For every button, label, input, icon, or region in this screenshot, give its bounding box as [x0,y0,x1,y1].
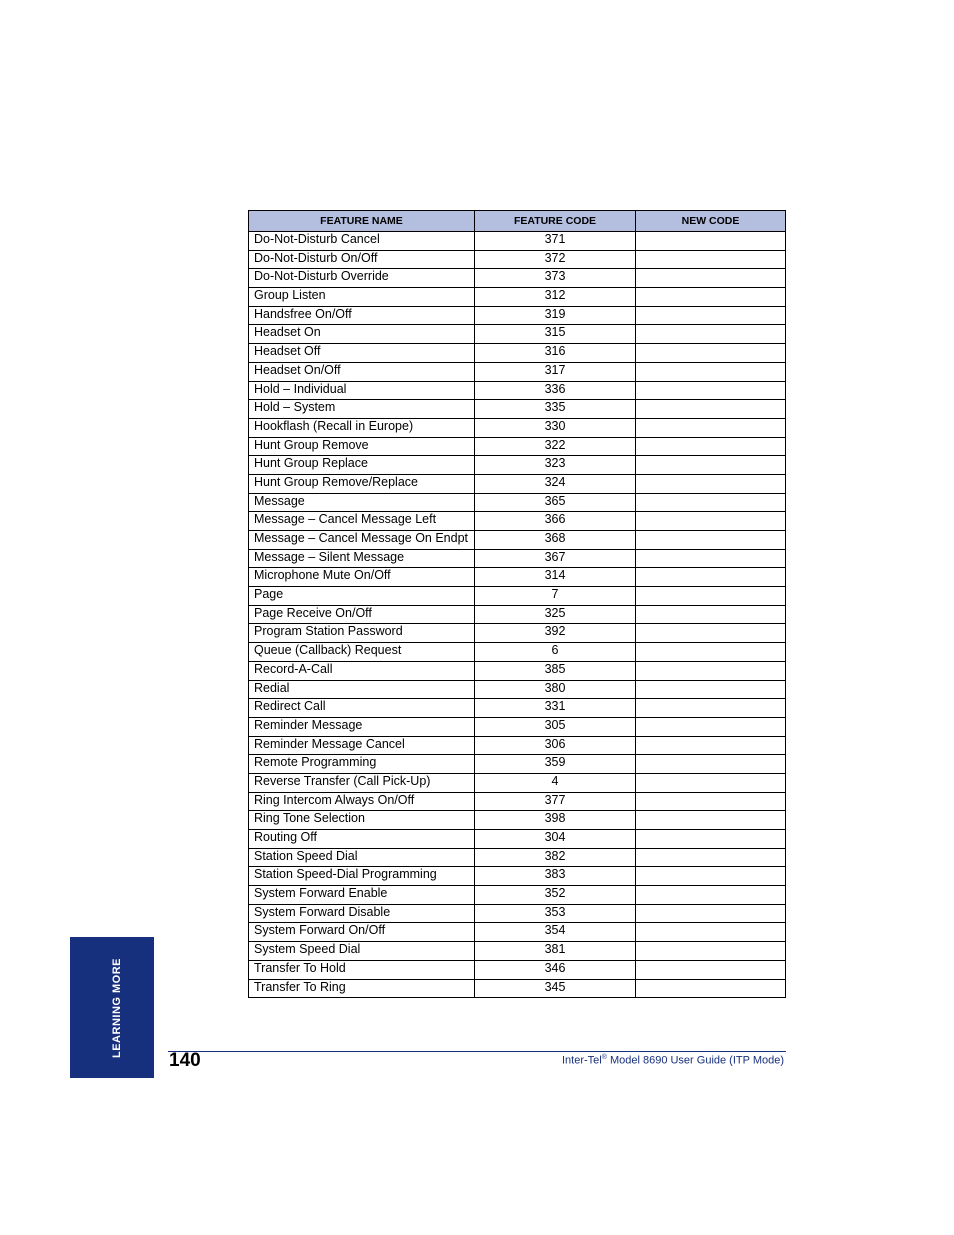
feature-code-cell: 346 [475,960,636,979]
feature-name-cell: Do-Not-Disturb Cancel [249,232,475,251]
table-row [249,736,786,755]
table-row [249,960,786,979]
feature-code-cell: 305 [475,717,636,736]
feature-code-cell: 365 [475,493,636,512]
feature-name-cell: Page Receive On/Off [249,605,475,624]
table-row [249,605,786,624]
table-row [249,942,786,961]
new-code-cell [636,755,786,774]
new-code-cell [636,680,786,699]
table-row [249,923,786,942]
feature-code-table [248,210,786,998]
feature-code-cell: 377 [475,792,636,811]
table-row [249,643,786,662]
new-code-cell [636,942,786,961]
new-code-cell [636,960,786,979]
feature-name-cell: Program Station Password [249,624,475,643]
feature-code-cell: 382 [475,848,636,867]
feature-code-cell: 323 [475,456,636,475]
table-row [249,362,786,381]
table-row [249,474,786,493]
feature-name-cell: Headset On/Off [249,362,475,381]
new-code-cell [636,362,786,381]
feature-name-cell: Routing Off [249,830,475,849]
feature-name-cell: Station Speed Dial [249,848,475,867]
new-code-cell [636,605,786,624]
feature-name-cell: Hunt Group Replace [249,456,475,475]
footer-brand: Inter-Tel [561,1054,602,1067]
column-header-feature-name: FEATURE NAME [249,211,475,232]
table-row [249,717,786,736]
feature-name-cell: Hookflash (Recall in Europe) [249,418,475,437]
feature-code-cell: 315 [475,325,636,344]
table-row [249,568,786,587]
feature-code-cell: 353 [475,904,636,923]
feature-name-cell: Message [249,493,475,512]
feature-code-cell: 354 [475,923,636,942]
table-header-row [249,211,786,232]
new-code-cell [636,979,786,998]
feature-name-cell: Do-Not-Disturb On/Off [249,250,475,269]
feature-name-cell: Message – Cancel Message Left [249,512,475,531]
table-row [249,381,786,400]
feature-name-cell: Reminder Message [249,717,475,736]
table-row [249,437,786,456]
new-code-cell [636,587,786,606]
feature-code-cell: 352 [475,886,636,905]
feature-code-cell: 373 [475,269,636,288]
table-row [249,699,786,718]
feature-name-cell: Redial [249,680,475,699]
feature-name-cell: Transfer To Hold [249,960,475,979]
new-code-cell [636,437,786,456]
feature-name-cell: Do-Not-Disturb Override [249,269,475,288]
table-row [249,269,786,288]
feature-name-cell: Redirect Call [249,699,475,718]
feature-name-cell: Page [249,587,475,606]
new-code-cell [636,512,786,531]
feature-name-cell: Remote Programming [249,755,475,774]
feature-code-cell: 336 [475,381,636,400]
feature-code-cell: 331 [475,699,636,718]
feature-name-cell: Handsfree On/Off [249,306,475,325]
feature-code-cell: 385 [475,661,636,680]
new-code-cell [636,736,786,755]
feature-code-cell: 380 [475,680,636,699]
feature-name-cell: Ring Tone Selection [249,811,475,830]
feature-code-cell: 316 [475,344,636,363]
feature-code-cell: 324 [475,474,636,493]
table-row [249,250,786,269]
feature-code-cell: 306 [475,736,636,755]
new-code-cell [636,923,786,942]
table-body [249,232,786,998]
new-code-cell [636,456,786,475]
table-row [249,867,786,886]
feature-code-cell: 381 [475,942,636,961]
table-row [249,811,786,830]
footer-guide-title [562,1054,784,1067]
table-row [249,549,786,568]
table-row [249,624,786,643]
new-code-cell [636,474,786,493]
new-code-cell [636,306,786,325]
new-code-cell [636,549,786,568]
new-code-cell [636,699,786,718]
feature-code-cell: 325 [475,605,636,624]
feature-name-cell: Microphone Mute On/Off [249,568,475,587]
new-code-cell [636,250,786,269]
feature-name-cell: Message – Cancel Message On Endpt [249,531,475,550]
table-row [249,886,786,905]
feature-code-cell: 383 [475,867,636,886]
table-row [249,418,786,437]
table-row [249,512,786,531]
new-code-cell [636,418,786,437]
feature-name-cell: Hunt Group Remove [249,437,475,456]
new-code-cell [636,830,786,849]
feature-name-cell: Hold – Individual [249,381,475,400]
feature-code-cell: 345 [475,979,636,998]
new-code-cell [636,325,786,344]
new-code-cell [636,792,786,811]
table-row [249,232,786,251]
table-row [249,848,786,867]
registered-mark: ® [601,1054,607,1061]
feature-code-cell: 304 [475,830,636,849]
feature-code-cell: 335 [475,400,636,419]
table-row [249,456,786,475]
feature-code-cell: 7 [475,587,636,606]
table-row [249,773,786,792]
feature-name-cell: Record-A-Call [249,661,475,680]
feature-code-cell: 322 [475,437,636,456]
feature-code-cell: 398 [475,811,636,830]
table-row [249,493,786,512]
feature-code-cell: 330 [475,418,636,437]
new-code-cell [636,811,786,830]
feature-code-cell: 312 [475,288,636,307]
feature-name-cell: Headset On [249,325,475,344]
feature-code-cell: 368 [475,531,636,550]
new-code-cell [636,867,786,886]
feature-code-cell: 314 [475,568,636,587]
table-row [249,979,786,998]
feature-code-cell: 319 [475,306,636,325]
feature-name-cell: Hunt Group Remove/Replace [249,474,475,493]
table-row [249,400,786,419]
table-row [249,755,786,774]
new-code-cell [636,624,786,643]
column-header-new-code: NEW CODE [636,211,786,232]
table-row [249,325,786,344]
feature-name-cell: System Speed Dial [249,942,475,961]
new-code-cell [636,344,786,363]
footer-divider [168,1051,786,1052]
feature-name-cell: Group Listen [249,288,475,307]
new-code-cell [636,661,786,680]
new-code-cell [636,269,786,288]
feature-code-cell: 6 [475,643,636,662]
new-code-cell [636,568,786,587]
table-row [249,661,786,680]
feature-name-cell: Reverse Transfer (Call Pick-Up) [249,773,475,792]
new-code-cell [636,531,786,550]
feature-code-cell: 392 [475,624,636,643]
table-row [249,344,786,363]
new-code-cell [636,643,786,662]
new-code-cell [636,400,786,419]
feature-code-cell: 367 [475,549,636,568]
feature-name-cell: Headset Off [249,344,475,363]
table-row [249,531,786,550]
feature-name-cell: Station Speed-Dial Programming [249,867,475,886]
new-code-cell [636,232,786,251]
new-code-cell [636,288,786,307]
feature-code-cell: 366 [475,512,636,531]
page-number: 140 [169,1050,201,1071]
new-code-cell [636,717,786,736]
feature-name-cell: System Forward Enable [249,886,475,905]
new-code-cell [636,773,786,792]
feature-name-cell: Reminder Message Cancel [249,736,475,755]
feature-name-cell: Queue (Callback) Request [249,643,475,662]
feature-code-cell: 317 [475,362,636,381]
new-code-cell [636,848,786,867]
feature-code-cell: 371 [475,232,636,251]
side-tab-label: LEARNING MORE [111,958,123,1058]
new-code-cell [636,886,786,905]
table-row [249,830,786,849]
table-row [249,680,786,699]
table-row [249,792,786,811]
feature-code-cell: 359 [475,755,636,774]
feature-name-cell: Transfer To Ring [249,979,475,998]
feature-name-cell: System Forward On/Off [249,923,475,942]
feature-name-cell: Ring Intercom Always On/Off [249,792,475,811]
feature-code-cell: 4 [475,773,636,792]
feature-code-cell: 372 [475,250,636,269]
feature-name-cell: Hold – System [249,400,475,419]
table-row [249,904,786,923]
new-code-cell [636,904,786,923]
new-code-cell [636,493,786,512]
new-code-cell [636,381,786,400]
footer-title: Model 8690 User Guide (ITP Mode) [606,1054,784,1067]
feature-name-cell: Message – Silent Message [249,549,475,568]
table-row [249,288,786,307]
column-header-feature-code: FEATURE CODE [475,211,636,232]
feature-name-cell: System Forward Disable [249,904,475,923]
table-row [249,587,786,606]
table-row [249,306,786,325]
